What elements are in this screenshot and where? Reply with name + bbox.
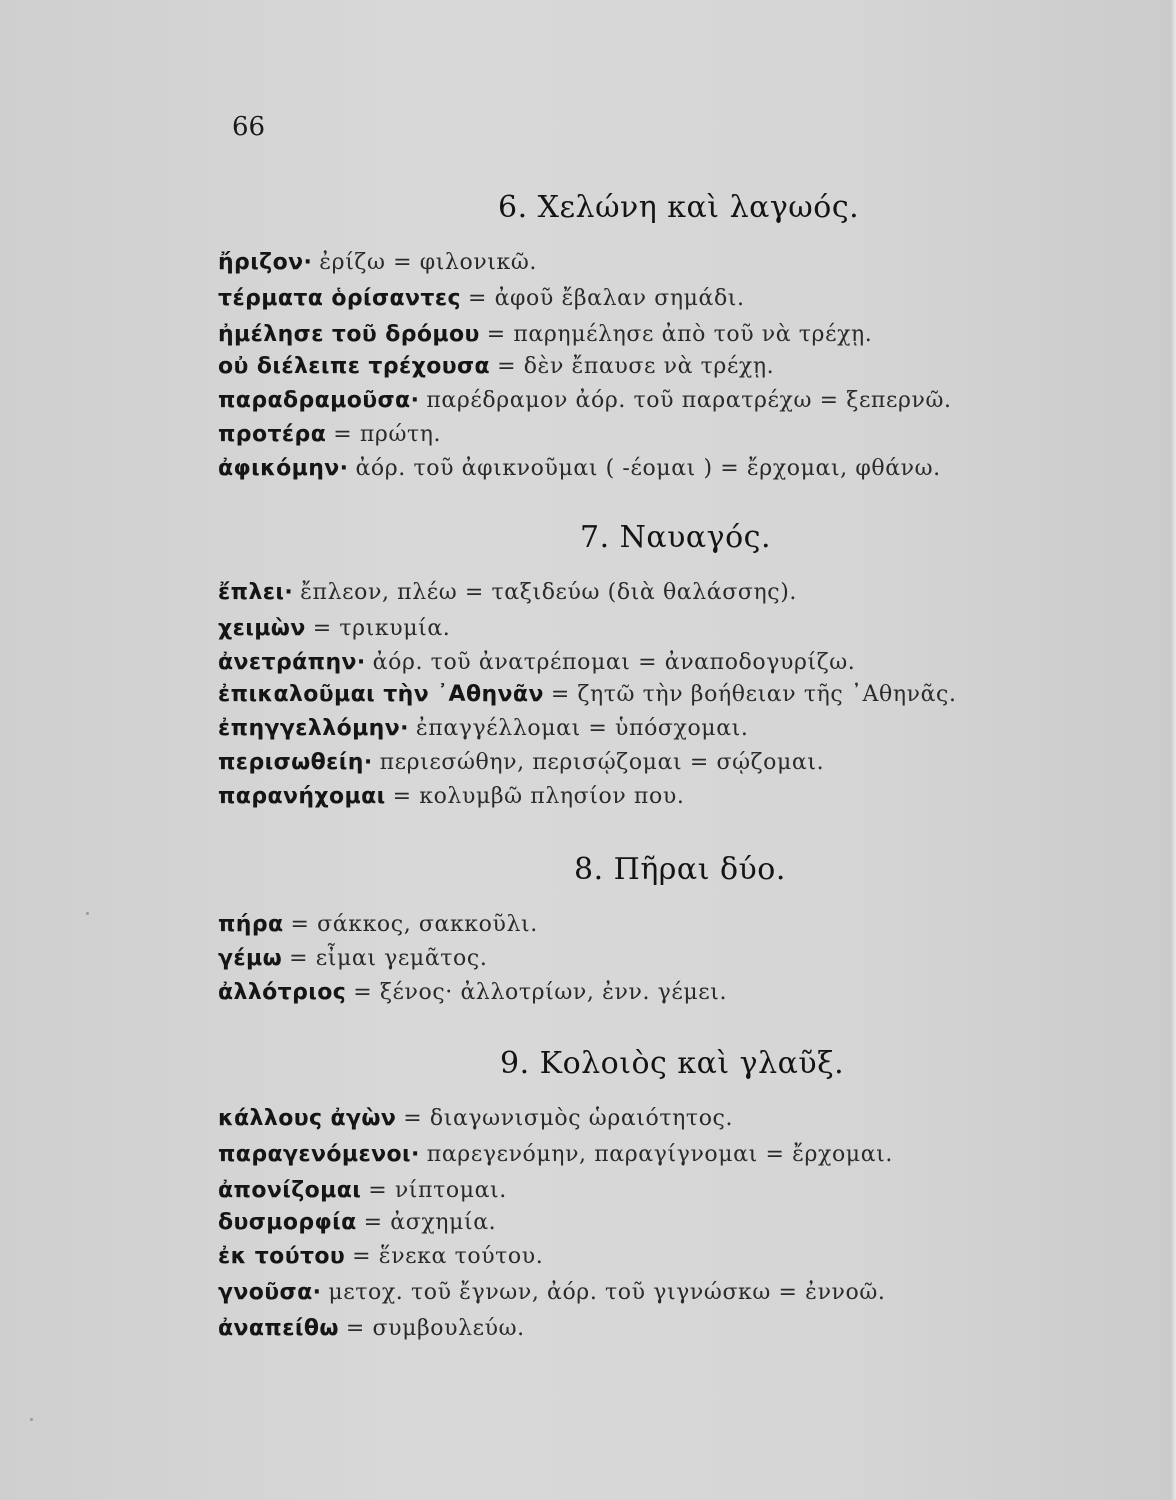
entry-term: χειμὼν (218, 616, 306, 641)
entry-term: πήρα (218, 912, 284, 937)
entry-definition: = δὲν ἔπαυσε νὰ τρέχῃ. (497, 354, 775, 379)
entry-term: ἀλλότριος (218, 980, 347, 1005)
entry-definition: = τρικυμία. (312, 616, 451, 641)
glossary-entry (218, 1108, 733, 1130)
entry-term: ἤριζον· (218, 250, 313, 275)
paper-speck (30, 1418, 33, 1421)
glossary-entry (218, 948, 487, 970)
glossary-entry (218, 356, 774, 378)
section-title-7: 7. Ναυαγός. (580, 520, 771, 555)
entry-term: ἐπικαλοῦμαι τὴν ᾿Αθηνᾶν (218, 682, 544, 707)
glossary-entry (218, 252, 537, 274)
glossary-entry (218, 1212, 496, 1234)
entry-term: οὐ διέλειπε τρέχουσα (218, 354, 491, 379)
entry-term: ἀπονίζομαι (218, 1178, 362, 1203)
entry-definition: = ἕνεκα τούτου. (352, 1244, 544, 1269)
entry-definition: = ἀφοῦ ἔβαλαν σημάδι. (467, 286, 745, 311)
entry-definition: περιεσώθην, περισῴζομαι = σῴζομαι. (379, 750, 825, 775)
paper-speck (86, 912, 89, 915)
glossary-entry (218, 390, 952, 412)
glossary-entry (218, 652, 855, 674)
entry-term: ἀφικόμην· (218, 456, 349, 481)
glossary-entry (218, 582, 797, 604)
entry-definition: παρεγενόμην, παραγίγνομαι = ἔρχομαι. (426, 1142, 893, 1167)
entry-definition: ἔπλεον, πλέω = ταξιδεύω (διὰ θαλάσσης). (300, 580, 797, 605)
entry-definition: ἐπαγγέλλομαι = ὑπόσχομαι. (415, 716, 749, 741)
entry-term: ἀναπείθω (218, 1316, 339, 1341)
glossary-entry (218, 914, 538, 936)
entry-term: προτέρα (218, 422, 327, 447)
section-title-8: 8. Πῆραι δύο. (574, 852, 786, 887)
glossary-entry (218, 752, 824, 774)
section-title-6: 6. Χελώνη καὶ λαγωός. (498, 190, 860, 225)
entry-term: παρανήχομαι (218, 784, 386, 809)
glossary-entry (218, 1318, 525, 1340)
glossary-entry (218, 1246, 543, 1268)
glossary-entry (218, 1282, 886, 1304)
entry-term: ἀνετράπην· (218, 650, 366, 675)
entry-definition: = ἀσχημία. (363, 1210, 497, 1235)
entry-term: γέμω (218, 946, 283, 971)
entry-definition: = παρημέλησε ἀπὸ τοῦ νὰ τρέχῃ. (486, 322, 873, 347)
glossary-entry (218, 458, 941, 480)
entry-term: παραδραμοῦσα· (218, 388, 420, 413)
glossary-entry (218, 982, 727, 1004)
entry-definition: = συμβουλεύω. (345, 1316, 525, 1341)
entry-definition: = εἶμαι γεμᾶτος. (289, 946, 488, 971)
page-number: 66 (232, 112, 266, 142)
entry-term: ἔπλει· (218, 580, 294, 605)
glossary-entry (218, 718, 748, 740)
entry-definition: ἀόρ. τοῦ ἀνατρέπομαι = ἀναποδογυρίζω. (372, 650, 856, 675)
entry-definition: ἐρίζω = φιλονικῶ. (319, 250, 537, 275)
entry-term: δυσμορφία (218, 1210, 357, 1235)
entry-definition: = ζητῶ τὴν βοήθειαν τῆς ᾿Αθηνᾶς. (550, 682, 957, 707)
glossary-entry (218, 684, 957, 706)
entry-term: γνοῦσα· (218, 1280, 322, 1305)
entry-term: ἠμέλησε τοῦ δρόμου (218, 322, 480, 347)
glossary-entry (218, 1180, 507, 1202)
entry-definition: = σάκκος, σακκοῦλι. (290, 912, 538, 937)
glossary-entry (218, 618, 450, 640)
entry-term: περισωθείη· (218, 750, 373, 775)
entry-definition: = διαγωνισμὸς ὡραιότητος. (403, 1106, 734, 1131)
glossary-entry (218, 324, 872, 346)
entry-term: παραγενόμενοι· (218, 1142, 420, 1167)
glossary-entry (218, 786, 684, 808)
entry-term: κάλλους ἀγὼν (218, 1106, 397, 1131)
entry-definition: = κολυμβῶ πλησίον που. (392, 784, 685, 809)
entry-term: ἐκ τούτου (218, 1244, 346, 1269)
entry-definition: = πρώτη. (333, 422, 442, 447)
section-title-9: 9. Κολοιὸς καὶ γλαῦξ. (500, 1046, 845, 1081)
entry-definition: ἀόρ. τοῦ ἀφικνοῦμαι ( -έομαι ) = ἔρχομαι, φθάνω. (355, 456, 941, 481)
glossary-entry (218, 288, 745, 310)
entry-definition: = νίπτομαι. (368, 1178, 507, 1203)
entry-term: τέρματα ὁρίσαντες (218, 286, 461, 311)
entry-definition: μετοχ. τοῦ ἔγνων, ἀόρ. τοῦ γιγνώσκω = ἐννοῶ. (328, 1280, 886, 1305)
glossary-entry (218, 1144, 893, 1166)
entry-definition: παρέδραμον ἀόρ. τοῦ παρατρέχω = ξεπερνῶ. (426, 388, 952, 413)
entry-term: ἐπηγγελλόμην· (218, 716, 409, 741)
entry-definition: = ξένος· ἀλλοτρίων, ἐνν. γέμει. (353, 980, 728, 1005)
glossary-entry (218, 424, 441, 446)
page-edge (1170, 0, 1176, 1500)
